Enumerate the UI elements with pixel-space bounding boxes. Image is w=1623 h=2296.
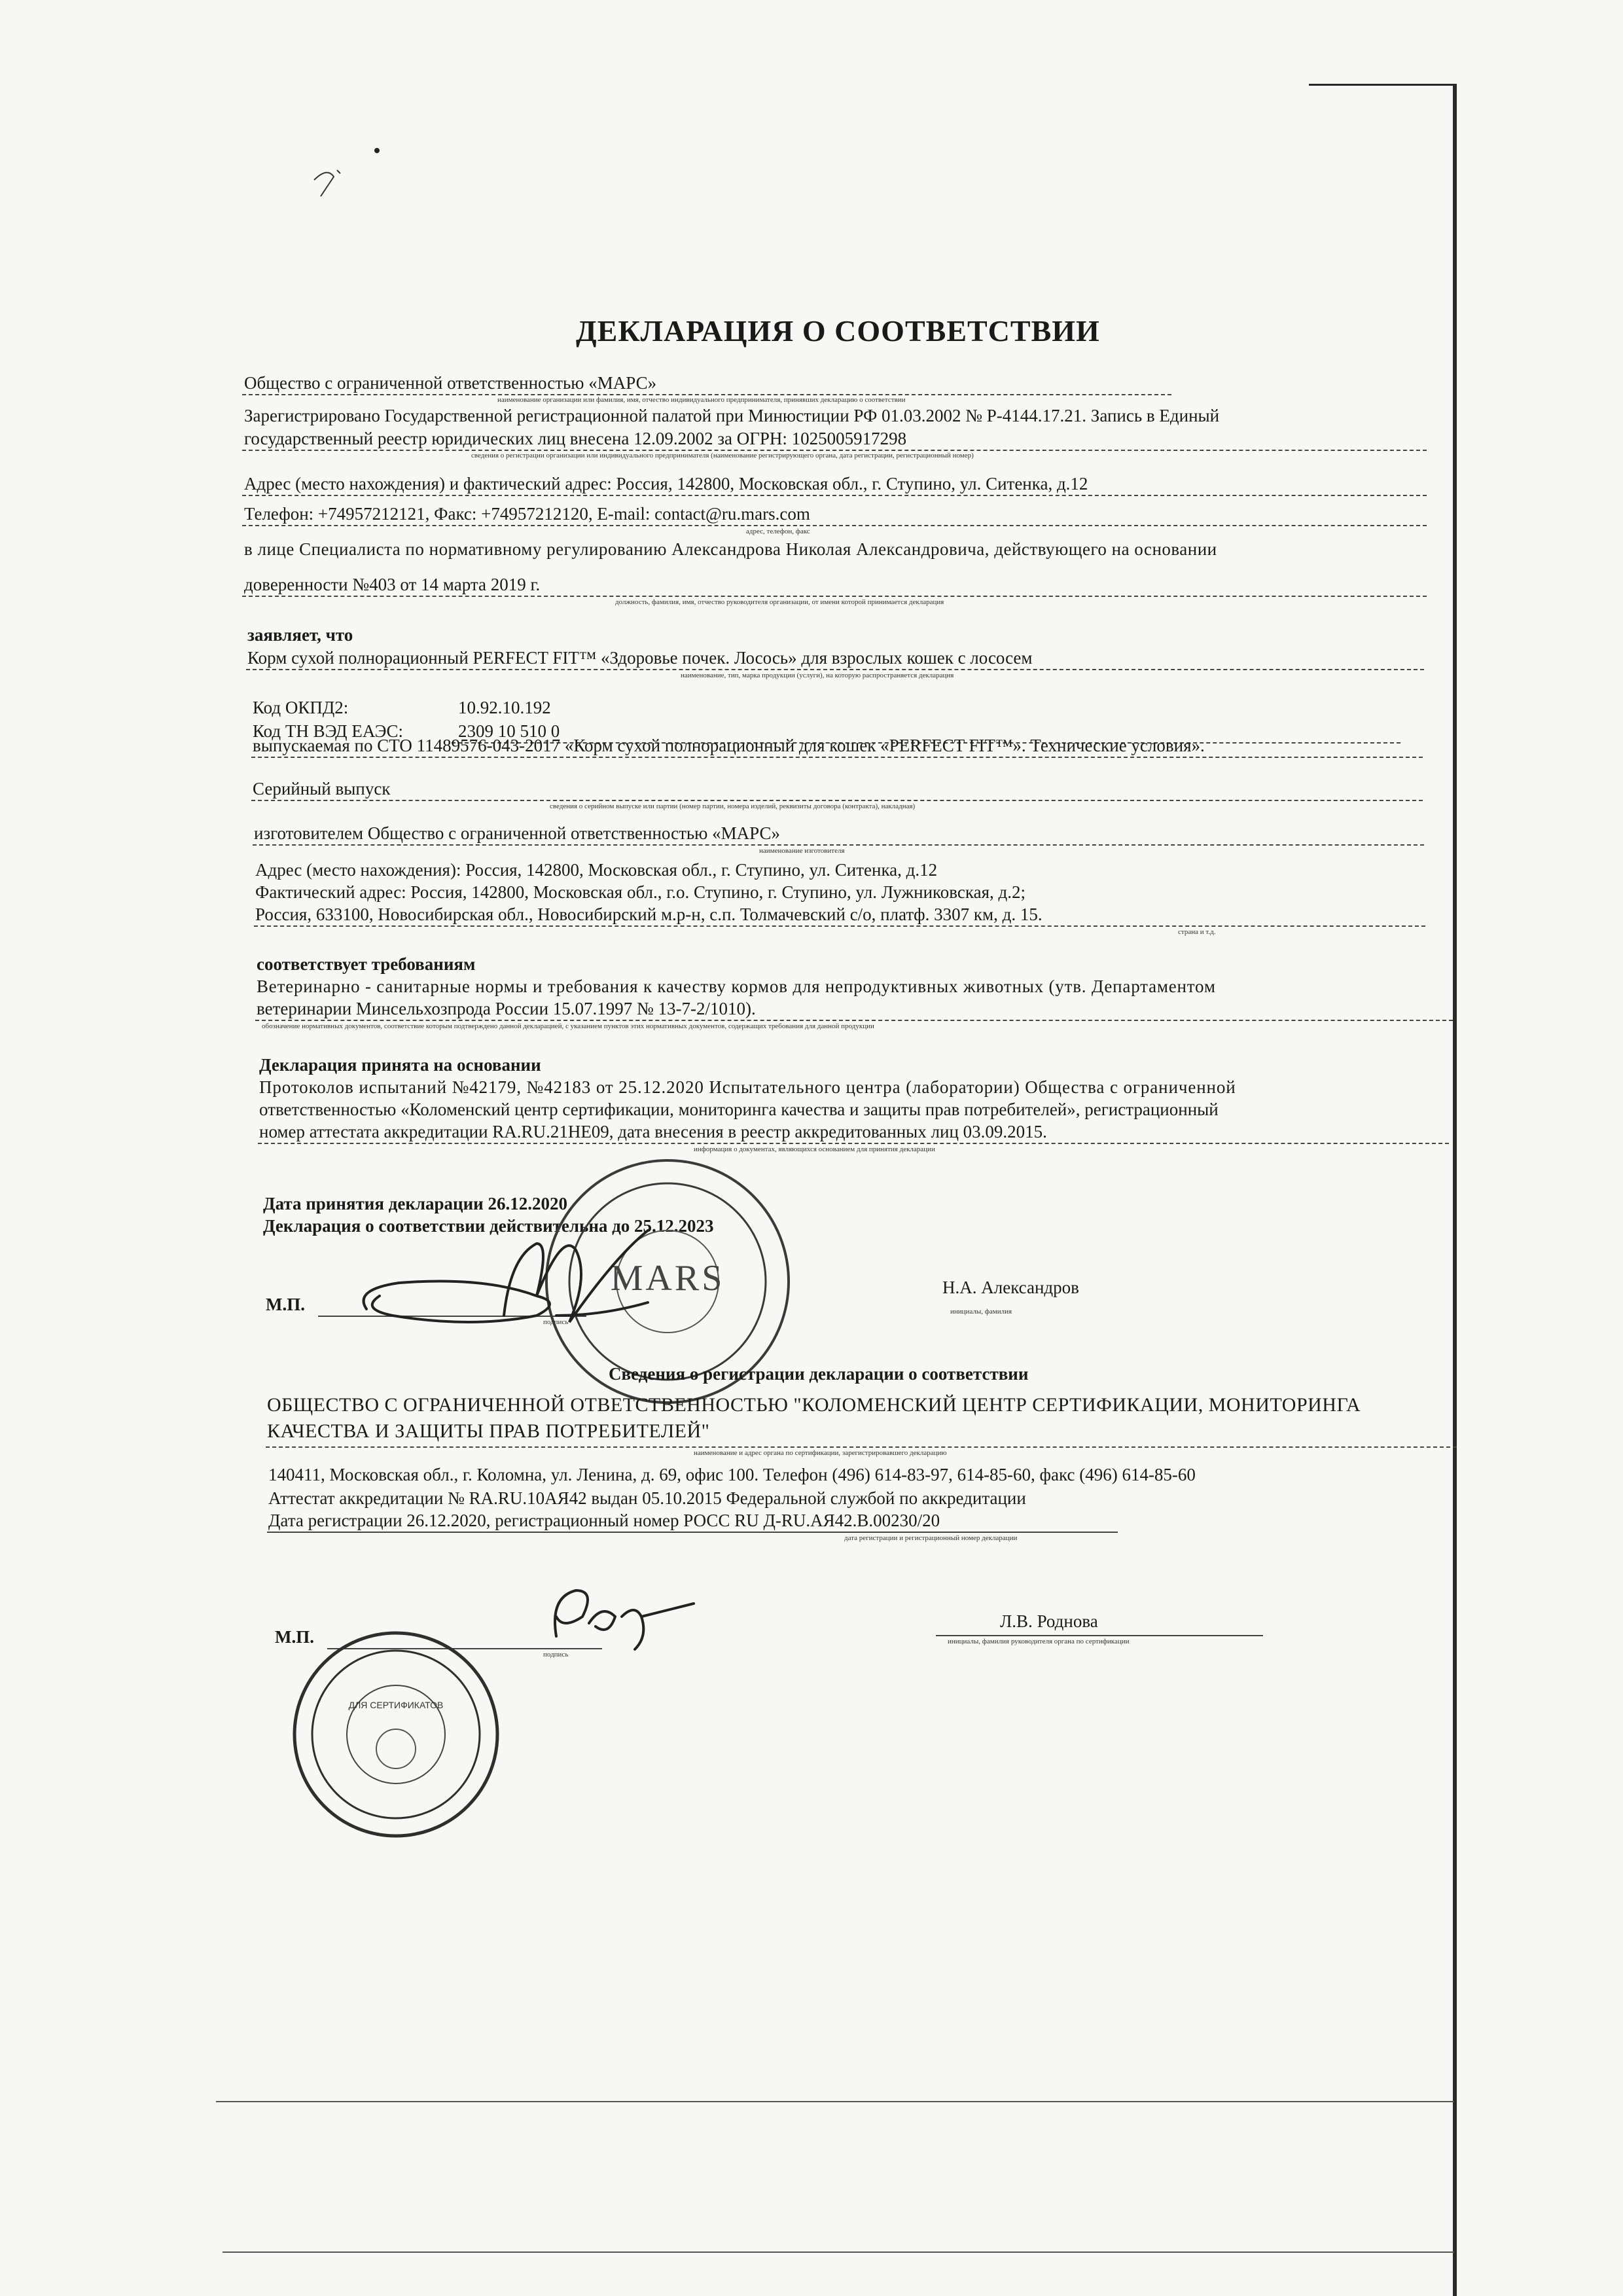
- serial-note: сведения о серийном выпуске или партии (номер партии, номера изделий, реквизиты договора (контракта), накладная): [550, 802, 916, 810]
- rule: [254, 925, 1425, 927]
- stamp-center-text: ДЛЯ СЕРТИФИКАТОВ: [348, 1700, 444, 1710]
- rule: [242, 525, 1427, 526]
- rule: [251, 800, 1423, 801]
- stamp-logo-text: MARS: [610, 1258, 725, 1299]
- registration-line-2: государственный реестр юридических лиц внесена 12.09.2002 за ОГРН: 1025005917298: [244, 429, 907, 448]
- registration-date-line: Дата регистрации 26.12.2020, регистрационный номер РОСС RU Д-RU.АЯ42.В.00230/20: [268, 1511, 940, 1530]
- product-name-note: наименование, тип, марка продукции (услуги), на которую распространяется декларация: [681, 672, 954, 679]
- rule: [242, 450, 1427, 451]
- product-name: Корм сухой полнорационный PERFECT FIT™ «Здоровье почек. Лосось» для взрослых кошек с лососем: [247, 648, 1033, 668]
- signature-2: [537, 1577, 707, 1656]
- signatory-name-note-1: инициалы, фамилия: [950, 1308, 1012, 1316]
- registration-date-note: дата регистрации и регистрационный номер декларации: [844, 1534, 1018, 1542]
- manufacturer-address-3: Россия, 633100, Новосибирская обл., Новосибирский м.р-н, с.п. Толмачевский с/о, платф. 3307 км, д. 15.: [255, 905, 1043, 924]
- basis-line-3: номер аттестата аккредитации RA.RU.21НЕ09, дата внесения в реестр аккредитованных лиц 03.09.2015.: [259, 1122, 1047, 1141]
- certifier-address: 140411, Московская обл., г. Коломна, ул. Ленина, д. 69, офис 100. Телефон (496) 614-83-97, 614-85-60, факс (496) 614-85-60: [268, 1465, 1196, 1484]
- manufacturer: изготовителем Общество с ограниченной ответственностью «МАРС»: [254, 823, 780, 843]
- representative-line-1: в лице Специалиста по нормативному регулированию Александрова Николая Александровича, действующего на основании: [244, 539, 1217, 559]
- acceptance-date: Дата принятия декларации 26.12.2020: [263, 1194, 567, 1213]
- manufacturer-address-2: Фактический адрес: Россия, 142800, Московская обл., г.о. Ступино, г. Ступино, ул. Лужниковская, д.2;: [255, 882, 1026, 902]
- manufacturer-note: наименование изготовителя: [759, 847, 845, 855]
- applicant-address: Адрес (место нахождения) и фактический адрес: Россия, 142800, Московская обл., г. Ступино, ул. Ситенка, д.12: [244, 474, 1088, 493]
- signature-1: [340, 1217, 707, 1348]
- declares-heading: заявляет, что: [247, 625, 353, 645]
- registration-note: сведения о регистрации организации или индивидуального предпринимателя (наименование регистрирующего органа, дата регистрации, регистрационный номер): [471, 452, 974, 459]
- signature-note-2: подпись: [543, 1651, 569, 1659]
- okpd2-value: 10.92.10.192: [458, 698, 551, 717]
- applicant-name: Общество с ограниченной ответственностью «МАРС»: [244, 373, 657, 393]
- frame-lower-line: [223, 2251, 1454, 2253]
- rule: [266, 1446, 1457, 1448]
- basis-line-2: ответственностью «Коломенский центр сертификации, мониторинга качества и защиты прав потребителей», регистрационный: [259, 1100, 1219, 1119]
- document-title: ДЕКЛАРАЦИЯ О СООТВЕТСТВИИ: [576, 314, 1100, 348]
- rule: [253, 844, 1424, 846]
- rule: [251, 757, 1423, 758]
- signatory-name-1: Н.А. Александров: [942, 1278, 1079, 1297]
- okpd2-label: Код ОКПД2:: [253, 698, 349, 717]
- handwritten-mark: [308, 164, 353, 203]
- basis-heading: Декларация принята на основании: [259, 1055, 541, 1075]
- rule: [242, 596, 1427, 597]
- rule: [242, 495, 1427, 496]
- rule: [255, 1020, 1453, 1021]
- accreditation-line: Аттестат аккредитации № RA.RU.10АЯ42 выдан 05.10.2015 Федеральной службой по аккредитации: [268, 1488, 1026, 1508]
- rule: [936, 1635, 1263, 1636]
- requirements-line-2: ветеринарии Минсельхозпрода России 15.07.1997 № 13-7-2/1010).: [257, 999, 756, 1018]
- representative-note: должность, фамилия, имя, отчество руководителя организации, от имени которой принимается декларация: [615, 598, 944, 606]
- requirements-heading: соответствует требованиям: [257, 954, 476, 974]
- rule: [267, 1532, 1118, 1533]
- validity-date: Декларация о соответствии действительна до 25.12.2023: [263, 1216, 714, 1236]
- certifier-stamp: [288, 1597, 504, 1872]
- applicant-name-note: наименование организации или фамилия, имя, отчество индивидуального предпринимателя, принявших декларацию о соответствии: [497, 396, 906, 404]
- signatory-name-2: Л.В. Роднова: [1000, 1611, 1098, 1631]
- speck: [374, 148, 380, 153]
- basis-line-1: Протоколов испытаний №42179, №42183 от 25.12.2020 Испытательного центра (лаборатории) Общества с ограниченной: [259, 1077, 1236, 1097]
- requirements-line-1: Ветеринарно - санитарные нормы и требования к качеству кормов для непродуктивных животных (утв. Департаментом: [257, 977, 1216, 996]
- sto-line: выпускаемая по СТО 11489576-043-2017 «Корм сухой полнорационный для кошек «PERFECT FIT™». Технические условия».: [253, 736, 1205, 755]
- requirements-note: обозначение нормативных документов, соответствие которым подтверждено данной декларацией, с указанием пунктов этих нормативных документов, содержащих требования для данной продукции: [262, 1022, 874, 1030]
- registration-heading: Сведения о регистрации декларации о соответствии: [609, 1364, 1029, 1384]
- manufacturer-address-note: страна и т.д.: [1178, 928, 1216, 936]
- frame-bottom-line: [216, 2101, 1454, 2102]
- basis-note: информация о документах, являющихся основанием для принятия декларации: [694, 1145, 935, 1153]
- seal-place-label-1: М.П.: [266, 1295, 305, 1314]
- rule: [258, 1143, 1449, 1144]
- frame-top-edge: [1309, 84, 1457, 86]
- tnved-value: 2309 10 510 0: [458, 721, 560, 741]
- serial-release: Серийный выпуск: [253, 779, 391, 798]
- rule: [242, 394, 1171, 395]
- manufacturer-address-1: Адрес (место нахождения): Россия, 142800, Московская обл., г. Ступино, ул. Ситенка, д.12: [255, 860, 938, 880]
- certifier-note: наименование и адрес органа по сертификации, зарегистрировавшего декларацию: [694, 1449, 947, 1457]
- registration-line-1: Зарегистрировано Государственной регистрационной палатой при Минюстиции РФ 01.03.2002 № Р-4144.17.21. Запись в Единый: [244, 406, 1220, 425]
- tnved-label: Код ТН ВЭД ЕАЭС:: [253, 721, 404, 741]
- representative-line-2: доверенности №403 от 14 марта 2019 г.: [244, 575, 541, 594]
- applicant-contacts: Телефон: +74957212121, Факс: +74957212120, E-mail: contact@ru.mars.com: [244, 504, 810, 524]
- rule: [246, 669, 1424, 670]
- frame-right-edge: [1453, 84, 1457, 2296]
- signatory-name-note-2: инициалы, фамилия руководителя органа по сертификации: [948, 1638, 1130, 1645]
- signature-note-1: подпись: [543, 1318, 569, 1326]
- contacts-note: адрес, телефон, факс: [746, 528, 810, 535]
- certifier-name-line-1: ОБЩЕСТВО С ОГРАНИЧЕННОЙ ОТВЕТСТВЕННОСТЬЮ "КОЛОМЕНСКИЙ ЦЕНТР СЕРТИФИКАЦИИ, МОНИТОРИНГА: [267, 1394, 1361, 1416]
- certifier-name-line-2: КАЧЕСТВА И ЗАЩИТЫ ПРАВ ПОТРЕБИТЕЛЕЙ": [267, 1420, 710, 1442]
- seal-place-label-2: М.П.: [275, 1627, 314, 1647]
